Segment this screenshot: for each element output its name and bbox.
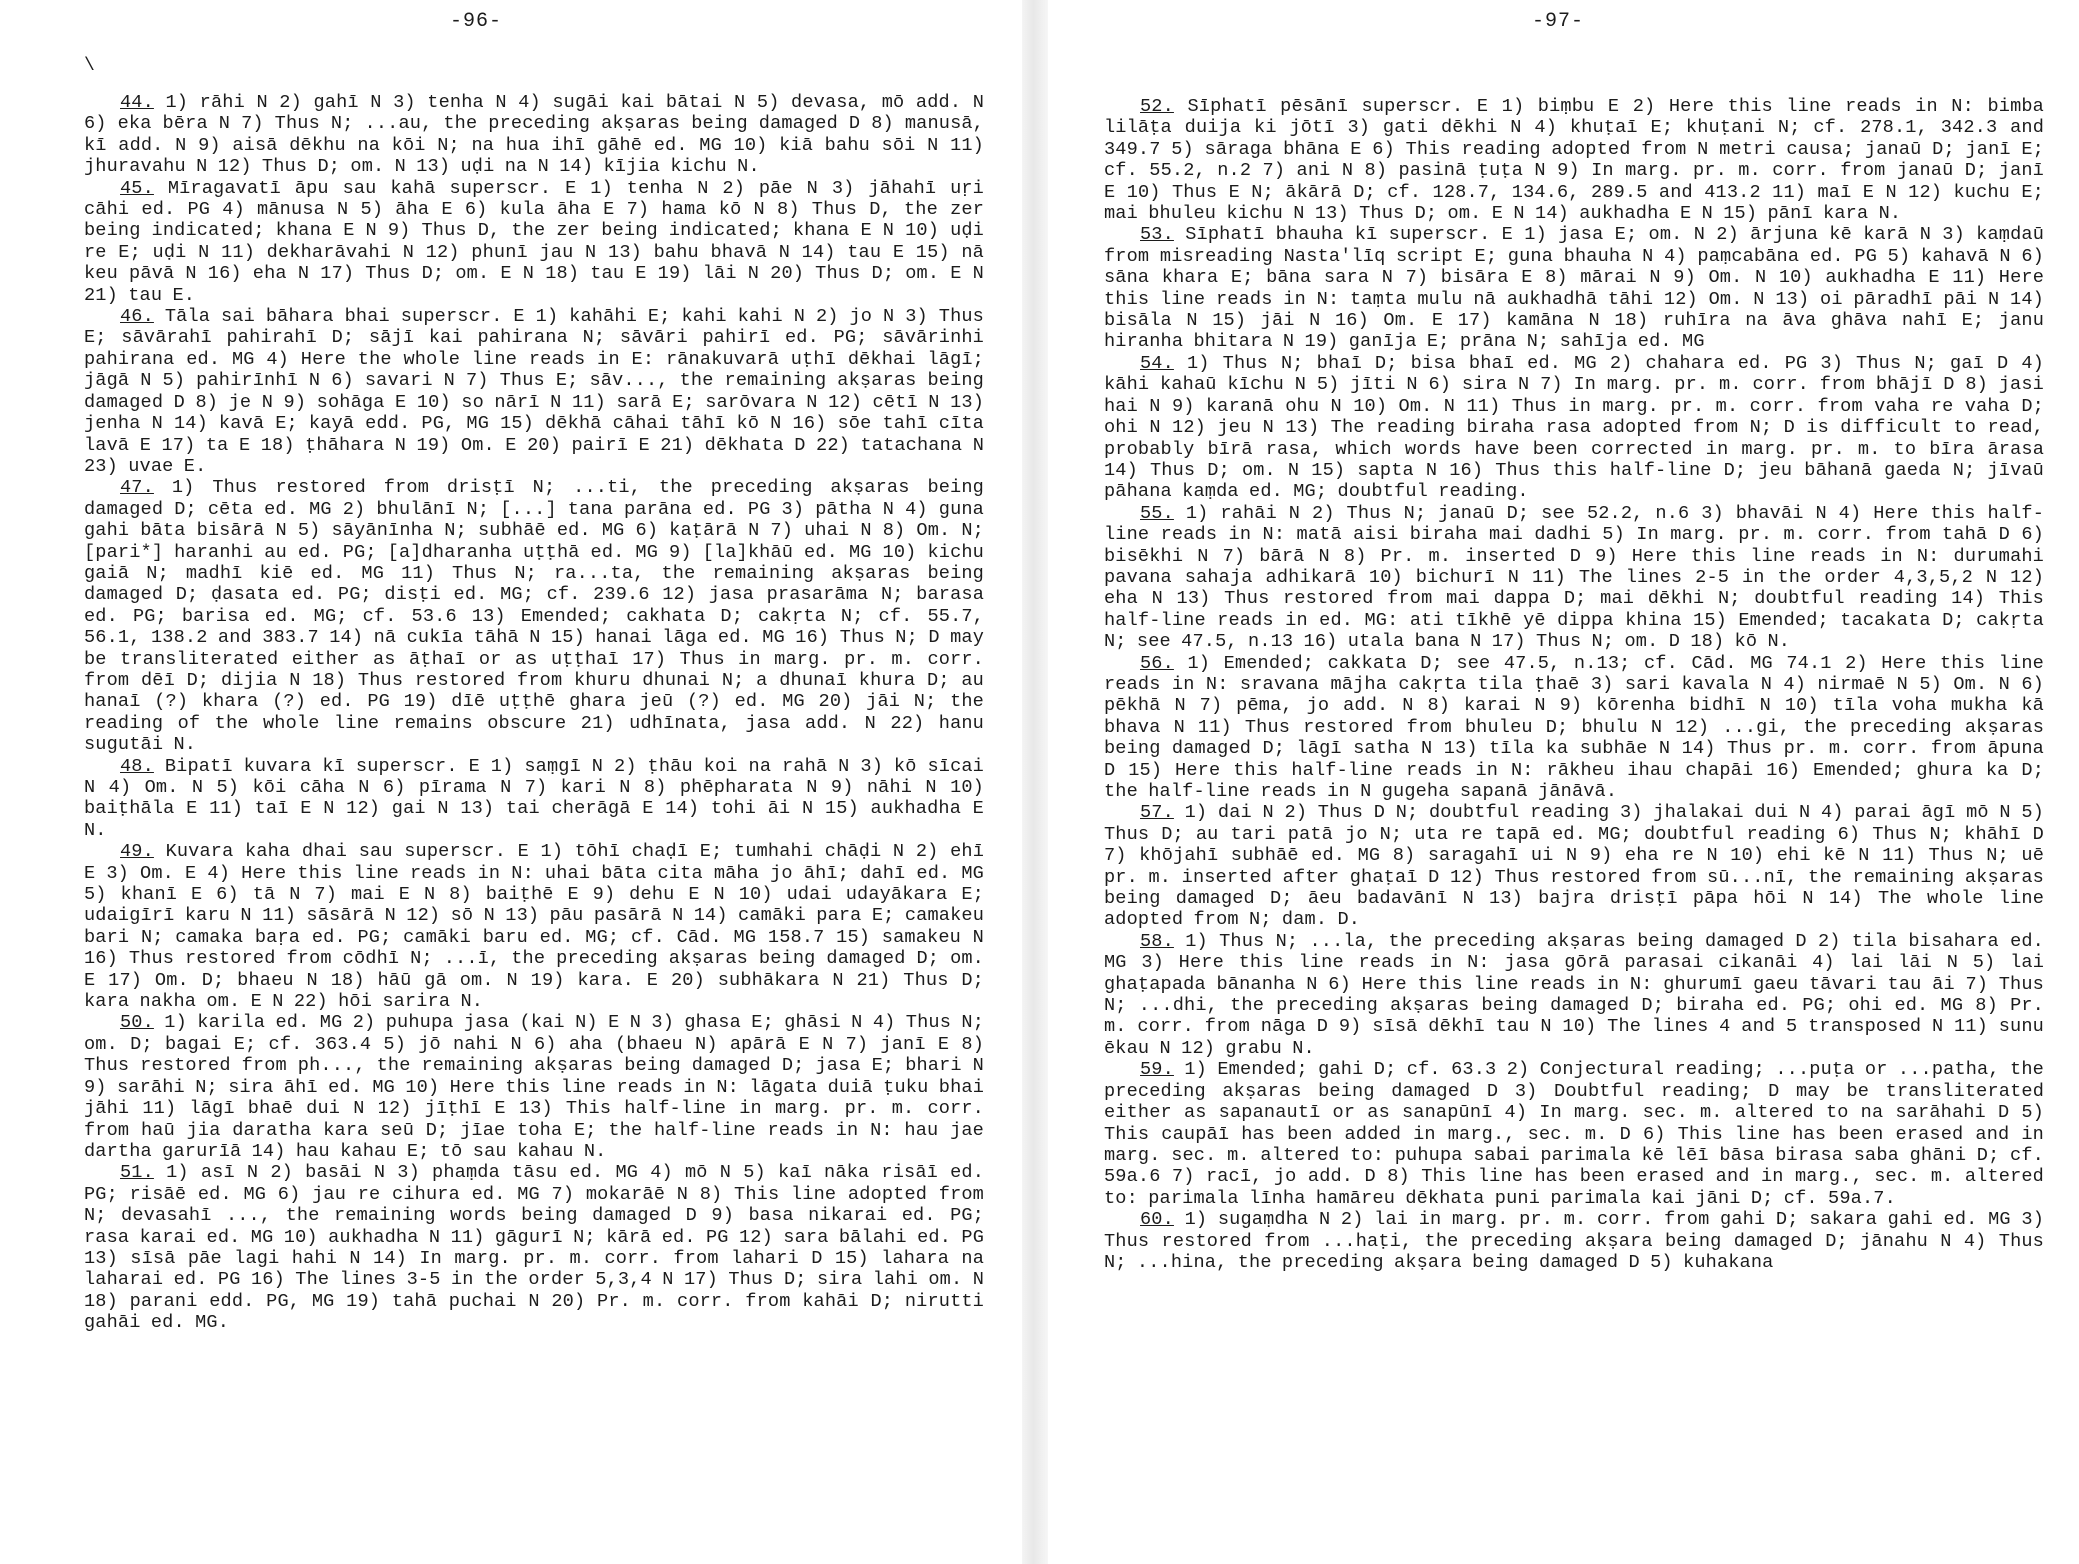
entry-number: 44. bbox=[120, 92, 154, 113]
entry-number: 48. bbox=[120, 755, 154, 777]
footnote-entry bbox=[1104, 802, 2044, 930]
entry-text: Sīphatī pēsānī superscr. E 1) biṃbu E 2) Here this line reads in N: bimba lilāṭa duija ki jōtī 3) gati dēkhi N 4) khuṭaī E; khuṭani N; cf. 278.1, 342.3 and 349.7 5) sāraga bhāna E 6) This reading adopted from N metri causa; janaū D; janī E; cf. 55.2, n.2 7) ani N 8) pasinā ṭuṭa N 9) In marg. pr. m. corr. from janaū D; janī E 10) Thus E N; ākārā D; cf. 128.7, 134.6, 289.5 and 413.2 11) maī E N 12) kuchu E; mai bhuleu kichu N 13) Thus D; om. E N 14) aukhadha E N 15) pānī kara N. bbox=[1104, 96, 2044, 225]
entry-text: 1) Thus N; ...la, the preceding akṣaras being damaged D 2) tila bisahara ed. MG 3) Here this line reads in N: jasa gōrā parasai cikanāi 4) lai lāi N 5) lai ghaṭapada bānanha N 6) Here this line reads in N: ghurumī gaeu tāvari tau āi 7) Thus N; ...dhi, the preceding akṣaras being damaged D; biraha ed. PG; ohi ed. MG 8) Pr. m. corr. from nāga D 9) sīsā dēkhī tau N 10) The lines 4 and 5 transposed N 11) sunu ēkau N 12) grabu N. bbox=[1104, 930, 2044, 1059]
book-gutter bbox=[1022, 0, 1048, 1564]
entry-number: 53. bbox=[1140, 224, 1174, 246]
page-number: -97- bbox=[1532, 10, 1585, 33]
entry-text: 1) karila ed. MG 2) puhupa jasa (kai N) E N 3) ghasa E; ghāsi N 4) Thus N; om. D; bagai E; cf. 363.4 5) jō nahi N 6) aha (bhaeu N) apārā E N 7) janī E 8) Thus restored from ph..., the remaining akṣaras being damaged D; jasa E; bhari N 9) sarāhi N; sira āhī ed. MG 10) Here this line reads in N: lāgata duiā ṭuku bhai jāhi 11) lāgī bhaē dui N 12) jīṭhī E 13) This half-line in marg. pr. m. corr. from haū jia daratha kara seū D; jīae toha E; the half-line reads in N: hau jae dartha garurīā 14) hau kahau E; tō sau kahau N. bbox=[84, 1012, 984, 1162]
left-page bbox=[0, 0, 1020, 1564]
entry-number: 54. bbox=[1140, 352, 1174, 374]
footnote-entry bbox=[84, 756, 984, 842]
entry-text: 1) sugaṃdha N 2) lai in marg. pr. m. corr. from gahi D; sakara gahi ed. MG 3) Thus restored from ...haṭi, the preceding akṣara being damaged D; jānahu N 4) Thus N; ...hina, the preceding akṣara being damaged D 5) kuhakana bbox=[1104, 1209, 2044, 1273]
entry-number: 46. bbox=[120, 306, 154, 328]
notes-column bbox=[1104, 96, 2044, 1273]
entry-number: 45. bbox=[120, 177, 154, 199]
entry-number: 50. bbox=[120, 1012, 154, 1034]
entry-number: 58. bbox=[1140, 930, 1174, 952]
entry-number: 51. bbox=[120, 1162, 154, 1184]
footnote-entry bbox=[84, 178, 984, 306]
entry-text: Kuvara kaha dhai sau superscr. E 1) tōhī chaḍī E; tumhahi chāḍi N 2) ehī E 3) Om. E 4) Here this line reads in N: uhai bāta cita māha jo āhī; dahī ed. MG 5) khanī E 6) tā N 7) mai E N 8) baiṭhē E 9) dehu E N 10) udai udayākara E; udaigīrī karu N 11) sāsārā N 12) sō N 13) pāu pasārā N 14) camāki para E; camakeu bari N; camaka baṛa ed. PG; camāki baru ed. MG; cf. Cād. MG 158.7 15) samakeu N 16) Thus restored from cōdhī N; ...ī, the preceding akṣaras being damaged D; om. E 17) Om. D; bhaeu N 18) hāū gā om. N 19) kara. E 20) subhākara N 21) Thus D; kara nakha om. E N 22) hōi sarira N. bbox=[84, 841, 985, 1013]
notes-column bbox=[84, 92, 984, 1334]
entry-number: 56. bbox=[1140, 652, 1174, 674]
entry-text: 1) rāhi N 2) gahī N 3) tenha N 4) sugāi kai bātai N 5) devasa, mō add. N 6) eka bēra N 7) Thus N; ...au, the preceding akṣaras being damaged D 8) manusā, kī add. N 9) aisā dēkhu na kōi N; na hua ihī gāhē ed. MG 10) kiā bahu sōi N 11) jhuravahu N 12) Thus D; om. N 13) uḍi na N 14) kījia kichu N. bbox=[84, 92, 985, 178]
footnote-entry bbox=[1104, 503, 2044, 653]
footnote-entry bbox=[1104, 224, 2044, 352]
footnote-entry bbox=[1104, 353, 2044, 503]
footnote-entry bbox=[1104, 931, 2044, 1059]
page-number: -96- bbox=[450, 10, 503, 33]
entry-text: Tāla sai bāhara bhai superscr. E 1) kahāhi E; kahi kahi N 2) jo N 3) Thus E; sāvārahī pahirahī D; sājī kai pahirana N; sāvāri pahirī ed. PG; sāvārinhi pahirana ed. MG 4) Here the whole line reads in E: rānakuvarā uṭhī dēkhai lāgī; jāgā N 5) pahirīnhī N 6) savari N 7) Thus E; sāv..., the remaining akṣaras being damaged D 8) je N 9) sohāga E 10) so nārī N 11) sarā E; sarōvara N 12) cētī N 13) jenha N 14) kavā E; kayā edd. PG, MG 15) dēkhā cāhai tāhī kō N 16) sōe tahī cīta lavā E 17) ta E 18) ṭhāhara N 19) Om. E 20) pairī E 21) dēkhata D 22) tatachana N 23) uvae E. bbox=[84, 306, 984, 477]
footnote-entry bbox=[1104, 1059, 2044, 1209]
entry-text: 1) dai N 2) Thus D N; doubtful reading 3) jhalakai dui N 4) parai āgī mō N 5) Thus D; au tari patā jo N; uta re tapā ed. MG; doubtful reading 6) Thus N; khāhī D 7) khōjahī subhāē ed. MG 8) saragahī ui N 9) eha re N 10) ehi kē N 11) Thus N; uē pr. m. inserted after ghaṭaī D 12) Thus restored from sū...nī, the remaining akṣaras being damaged D; āeu badavānī N 13) bajra drisṭī pāpa hōi N 14) The whole line adopted from N; dam. D. bbox=[1104, 802, 2044, 931]
right-page bbox=[1050, 0, 2079, 1564]
footnote-entry bbox=[1104, 1209, 2044, 1273]
entry-text: Sīphatī bhauha kī superscr. E 1) jasa E; om. N 2) ārjuna kē karā N 3) kaṃdaū from misreading Nasta'līq script E; guna bhauha N 4) paṃcabāna ed. PG 5) kahavā N 6) sāna khara E; bāna sara N 7) bisāra E 8) mārai N 9) Om. N 10) aukhadha E 11) Here this line reads in N: taṃta mulu nā aukhadhā tāhi 12) Om. N 13) oi pāradhī pāi N 14) bisāla N 15) jāi N 16) Om. E 17) kamāna N 18) ruhīra na āva ghāva nahī E; janu hiranha bhitara N 19) ganīja E; prāna N; sahīja ed. MG bbox=[1104, 224, 2044, 353]
entry-number: 52. bbox=[1140, 96, 1174, 117]
entry-number: 47. bbox=[120, 477, 154, 499]
footnote-entry bbox=[84, 1162, 984, 1333]
footnote-entry bbox=[84, 306, 984, 477]
entry-number: 60. bbox=[1140, 1209, 1174, 1231]
footnote-entry bbox=[1104, 96, 2044, 224]
entry-text: 1) Emended; gahi D; cf. 63.3 2) Conjectural reading; ...puṭa or ...patha, the preceding akṣaras being damaged D 3) Doubtful reading; D may be transliterated either as sapanautī or as sanapūnī 4) In marg. sec. m. altered to na sarāhahi D 5) This caupāī has been added in marg., sec. m. D 6) This line has been erased and in marg. sec. m. altered to: puhupa sabai parimala kē lēī bāsa birasa saba ghāni D; cf. 59a.6 7) racī, jo add. D 8) This line has been erased and in marg., sec. m. altered to: parimala līnha hamāreu dēkhata puni parimala kai jāni D; cf. 59a.7. bbox=[1104, 1059, 2044, 1209]
footnote-entry bbox=[1104, 653, 2044, 803]
entry-number: 49. bbox=[120, 841, 154, 863]
entry-number: 55. bbox=[1140, 502, 1174, 524]
footnote-entry bbox=[84, 477, 984, 755]
entry-text: 1) Thus restored from drisṭī N; ...ti, the preceding akṣaras being damaged D; cēta ed. MG 2) bhulānī N; [...] tana parāna ed. PG 3) pātha N 4) guna gahi bāta bisārā N 5) sāyānīnha N; subhāē ed. MG 6) kaṭārā N 7) uhai N 8) Om. N; [pari*] haranhi au ed. PG; [a]dharanha uṭṭhā ed. MG 9) [la]khāū ed. MG 10) kichu gaiā N; madhī kiē ed. MG 11) Thus N; ra...ta, the remaining akṣaras being damaged D; ḍasata ed. PG; disṭi ed. MG; cf. 239.6 12) jasa prasarāma N; barasa ed. PG; barisa ed. MG; cf. 53.6 13) Emended; cakhata D; cakṛta N; cf. 55.7, 56.1, 138.2 and 383.7 14) nā cukīa tāhā N 15) hanai lāga ed. MG 16) Thus N; D may be transliterated either as āṭhaī or as uṭṭhaī 17) Thus in marg. pr. m. corr. from dēī D; dijia N 18) Thus restored from khuru dhunai N; a dhunaī khura D; au hanaī (?) khara (?) ed. PG 19) dīē uṭṭhē ghara jeū (?) ed. MG 20) jāi N; the reading of the whole line remains obscure 21) udhīnata, jasa add. N 22) hanu sugutāi N. bbox=[84, 477, 984, 756]
entry-text: Mīragavatī āpu sau kahā superscr. E 1) tenha N 2) pāe N 3) jāhahī uṛi cāhi ed. PG 4) mānusa N 5) āha E 6) kula āha E 7) hama kō N 8) Thus D, the zer being indicated; khana E N 9) Thus D, the zer being indicated; khana E N 10) uḍi re E; uḍi N 11) dekharāvahi N 12) phunī jau N 13) bahu bhavā N 14) tau E 15) nā keu pāvā N 16) eha N 17) Thus D; om. E N 18) tau E 19) lāi N 20) Thus D; om. E N 21) tau E. bbox=[84, 177, 984, 306]
entry-text: 1) Thus N; bhaī D; bisa bhaī ed. MG 2) chahara ed. PG 3) Thus N; gaī D 4) kāhi kahaū kīchu N 5) jīti N 6) sira N 7) In marg. pr. m. corr. from bhājī D 8) jasi hai N 9) karanā ohu N 10) Om. N 11) Thus in marg. pr. m. corr. from vaha re vaha D; ohi N 12) jeu N 13) The reading biraha rasa adopted from N; D is difficult to read, probably bīrā rasa, which words have been corrected in marg. pr. m. to bīra ārasa 14) Thus D; om. N 15) sapta N 16) Thus this half-line D; jeu bāhanā gaeda N; jīvaū pāhana kaṃda ed. MG; doubtful reading. bbox=[1104, 352, 2044, 503]
footnote-entry bbox=[84, 841, 984, 1012]
entry-text: 1) asī N 2) basāi N 3) phaṃda tāsu ed. MG 4) mō N 5) kaī nāka risāī ed. PG; risāē ed. MG 6) jau re cihura ed. MG 7) mokarāē N 8) This line adopted from N; devasahī ..., the remaining words being damaged D 9) basa nikarai ed. PG; rasa karai ed. MG 10) aukhadha N 11) gāgurī N; kārā ed. PG 12) sara bālahi ed. PG 13) sīsā pāe lagi hahi N 14) In marg. pr. m. corr. from lahari D 15) lahara na laharai ed. PG 16) The lines 3-5 in the order 5,3,4 N 17) Thus D; sira lahi om. N 18) parani edd. PG, MG 19) tahā puchai N 20) Pr. m. corr. from kahāi D; nirutti gahāi ed. MG. bbox=[84, 1162, 985, 1334]
entry-number: 59. bbox=[1140, 1059, 1174, 1081]
footnote-entry bbox=[84, 92, 984, 178]
stray-mark: \ bbox=[84, 56, 95, 76]
entry-text: Bipatī kuvara kī superscr. E 1) saṃgī N 2) ṭhāu koi na rahā N 3) kō sīcai N 4) Om. N 5) kōi cāha N 6) pīrama N 7) kari N 8) phēpharata N 9) nāhi N 10) baiṭhāla E 11) taī E N 12) gai N 13) tai cherāgā E 14) tohi āi N 15) aukhadha E N. bbox=[84, 755, 984, 841]
entry-number: 57. bbox=[1140, 802, 1174, 824]
footnote-entry bbox=[84, 1012, 984, 1162]
entry-text: 1) rahāi N 2) Thus N; janaū D; see 52.2, n.6 3) bhavāi N 4) Here this half-line reads in N: matā aisi biraha mai dadhi 5) In marg. pr. m. corr. from tahā D 6) bisēkhi N 7) bārā N 8) Pr. m. inserted D 9) Here this line reads in N: durumahi pavana sahaja adhikarā 10) bichurī N 11) The lines 2-5 in the order 4,3,5,2 N 12) eha N 13) Thus restored from mai dappa D; mai dēkhi N; doubtful reading 14) This half-line reads in ed. MG: ati tīkhē yē dippa khina 15) Emended; tacakata D; cakṛta N; see 47.5, n.13 16) utala bana N 17) Thus N; om. D 18) kō N. bbox=[1104, 502, 2044, 653]
entry-text: 1) Emended; cakkata D; see 47.5, n.13; cf. Cād. MG 74.1 2) Here this line reads in N: sravana mājha cakṛta tila ṭhaē 3) sari kavala N 4) nirmaē N 5) Om. N 6) pēkhā N 7) pēma, jo add. N 8) karai N 9) kōrenha bidhī N 10) tīla voha mukha kā bhava N 11) Thus restored from bhuleu D; bhulu N 12) ...gi, the preceding akṣaras being damaged D; lāgī satha N 13) tīla ka subhāe N 14) Thus pr. m. corr. from āpuna D 15) Here this half-line reads in N: rākheu ihau chapāi 16) Emended; ghura ka D; the half-line reads in N gugeha sapanā jānāvā. bbox=[1104, 652, 2044, 802]
